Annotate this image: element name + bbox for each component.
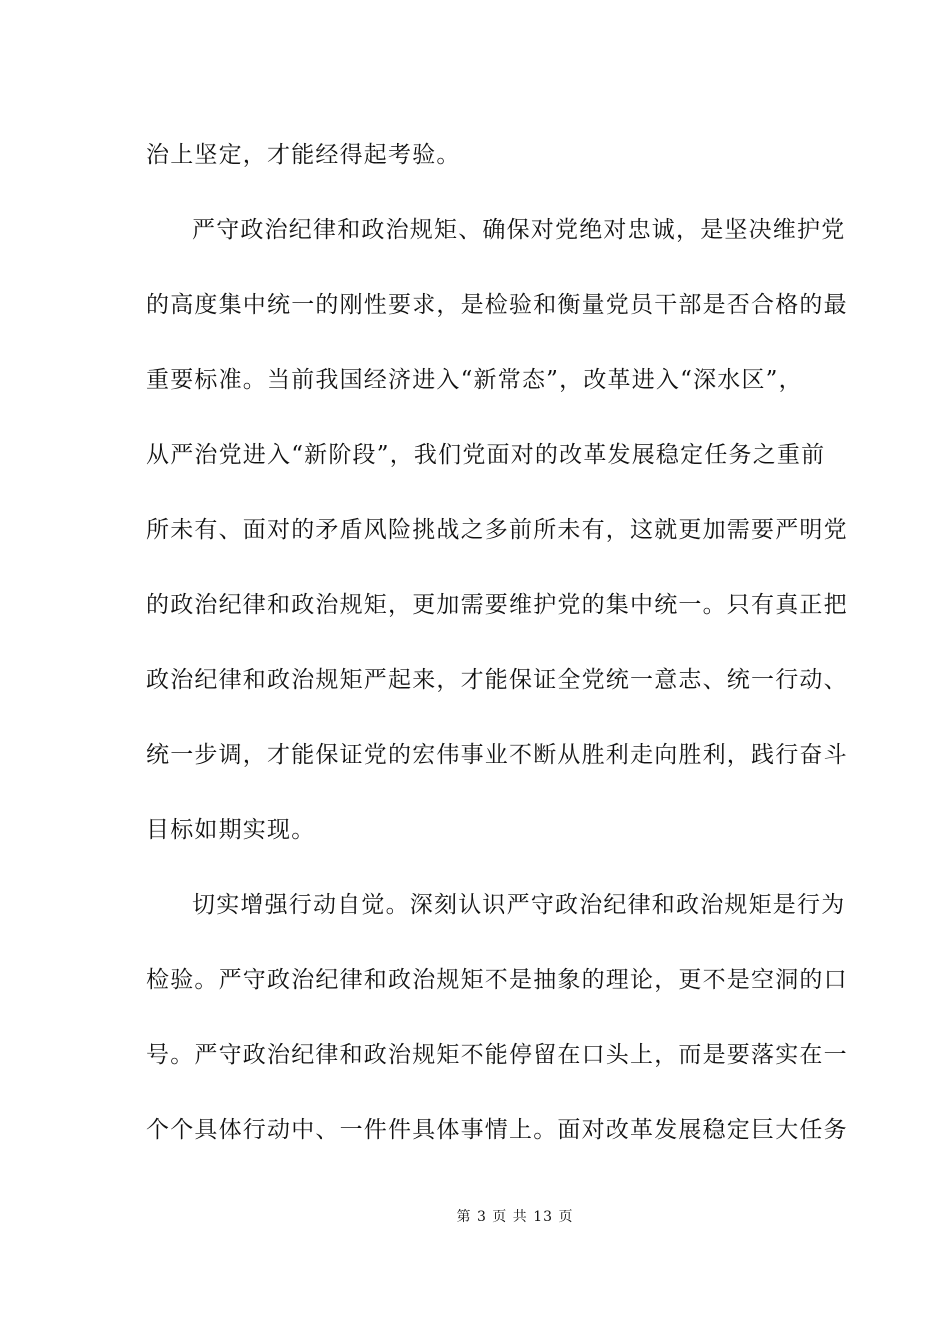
paragraph-line: 所未有、面对的矛盾风险挑战之多前所未有，这就更加需要严明党 (146, 517, 848, 543)
paragraph-line: 检验。严守政治纪律和政治规矩不是抽象的理论，更不是空洞的口 (146, 967, 848, 993)
paragraph-line: 从严治党进入“新阶段”，我们党面对的改革发展稳定任务之重前 (146, 442, 826, 468)
paragraph-line: 目标如期实现。 (146, 817, 316, 843)
paragraph-line: 重要标准。当前我国经济进入“新常态”，改革进入“深水区”， (146, 367, 803, 393)
paragraph-line: 严守政治纪律和政治规矩、确保对党绝对忠诚，是坚决维护党 (192, 217, 846, 243)
paragraph-line: 治上坚定，才能经得起考验。 (146, 142, 461, 168)
paragraph-line: 切实增强行动自觉。深刻认识严守政治纪律和政治规矩是行为 (192, 892, 846, 918)
paragraph-line: 的政治纪律和政治规矩，更加需要维护党的集中统一。只有真正把 (146, 592, 848, 618)
paragraph-line: 的高度集中统一的刚性要求，是检验和衡量党员干部是否合格的最 (146, 292, 848, 318)
paragraph-line: 号。严守政治纪律和政治规矩不能停留在口头上，而是要落实在一 (146, 1042, 848, 1068)
paragraph-line: 统一步调，才能保证党的宏伟事业不断从胜利走向胜利，践行奋斗 (146, 742, 848, 768)
paragraph-line: 个个具体行动中、一件件具体事情上。面对改革发展稳定巨大任务 (146, 1117, 848, 1143)
page-number-label: 第 3 页 共 13 页 (456, 1209, 574, 1225)
page-footer (0, 1207, 950, 1227)
paragraph-line: 政治纪律和政治规矩严起来，才能保证全党统一意志、统一行动、 (146, 667, 848, 693)
